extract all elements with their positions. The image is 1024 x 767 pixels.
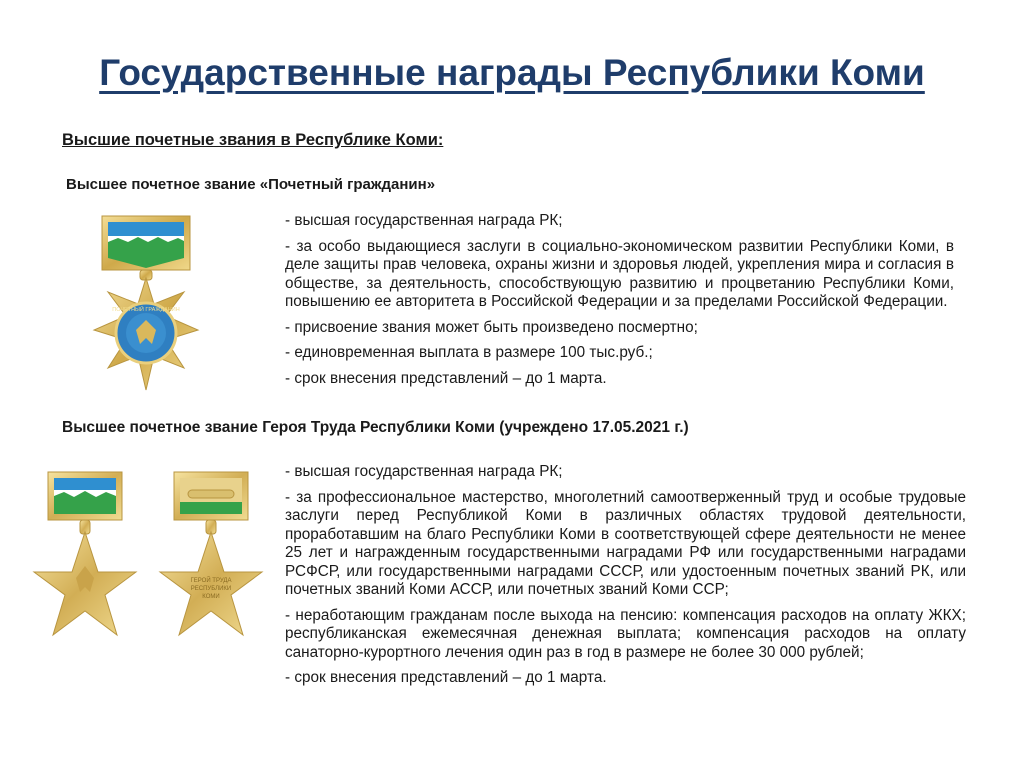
section2-heading-bold: Высшее почетное звание Героя Труда Республики Коми — [62, 419, 495, 436]
list-item: - за профессиональное мастерство, многолетний самоотверженный труд и особые трудовые заслуги перед Республикой Коми в различных областях трудовой деятельности, проработавшим на благо Республики Коми в соответствующей сфере деятельности не менее 25 лет и награжденным государственными наградами РФ или государственными наградами РСФСР, или государственными наградами СССР, или удостоенным почетных званий РК, или почетных званий Коми АССР, или почетных званий Коми ССР; — [285, 488, 966, 598]
section1-list — [285, 212, 954, 395]
list-item: - за особо выдающиеся заслуги в социально-экономическом развитии Республики Коми, в деле защиты прав человека, охраны жизни и здоровья людей, укрепления мира и согласия в обществе, за деятельность, способствующую развитию и процветанию Республики Коми, повышению ее авторитета в Российской Федерации и за пределами Российской Федерации. — [285, 237, 954, 310]
section-subtitle: Высшие почетные звания в Республике Коми: — [62, 131, 444, 149]
hero-of-labour-medal-front-image — [32, 470, 138, 655]
list-item: - неработающим гражданам после выхода на пенсию: компенсация расходов на оплату ЖКХ; республиканская ежемесячная денежная выплата; компенсация расходов на оплату санаторно-курортного лечения один раз в год в размере не более 30 000 рублей; — [285, 606, 966, 661]
list-item: - высшая государственная награда РК; — [285, 212, 563, 229]
page-title: Государственные награды Республики Коми — [99, 52, 925, 93]
section2-list — [285, 463, 966, 695]
list-item: - присвоение звания может быть произведено посмертно; — [285, 318, 698, 336]
list-item: - единовременная выплата в размере 100 тыс.руб.; — [285, 344, 653, 361]
hero-of-labour-medal-back-image — [158, 470, 264, 655]
section2-heading-note: (учреждено 17.05.2021 г.) — [494, 419, 689, 436]
section2-heading — [62, 419, 689, 437]
honorary-citizen-medal-image — [88, 212, 204, 394]
medal-inscription-line: ГЕРОЙ ТРУДА — [190, 578, 232, 584]
medal-inscription-line: РЕСПУБЛИКИ — [190, 586, 232, 592]
list-item: - срок внесения представлений – до 1 марта. — [285, 369, 607, 387]
medal-inscription-line: КОМИ — [202, 594, 220, 600]
list-item: - срок внесения представлений – до 1 марта. — [285, 669, 607, 686]
list-item: - высшая государственная награда РК; — [285, 463, 563, 480]
medal-inscription: ПОЧЕТНЫЙ ГРАЖДАНИН — [112, 307, 180, 313]
section1-heading: Высшее почетное звание «Почетный гражданин» — [66, 176, 436, 193]
